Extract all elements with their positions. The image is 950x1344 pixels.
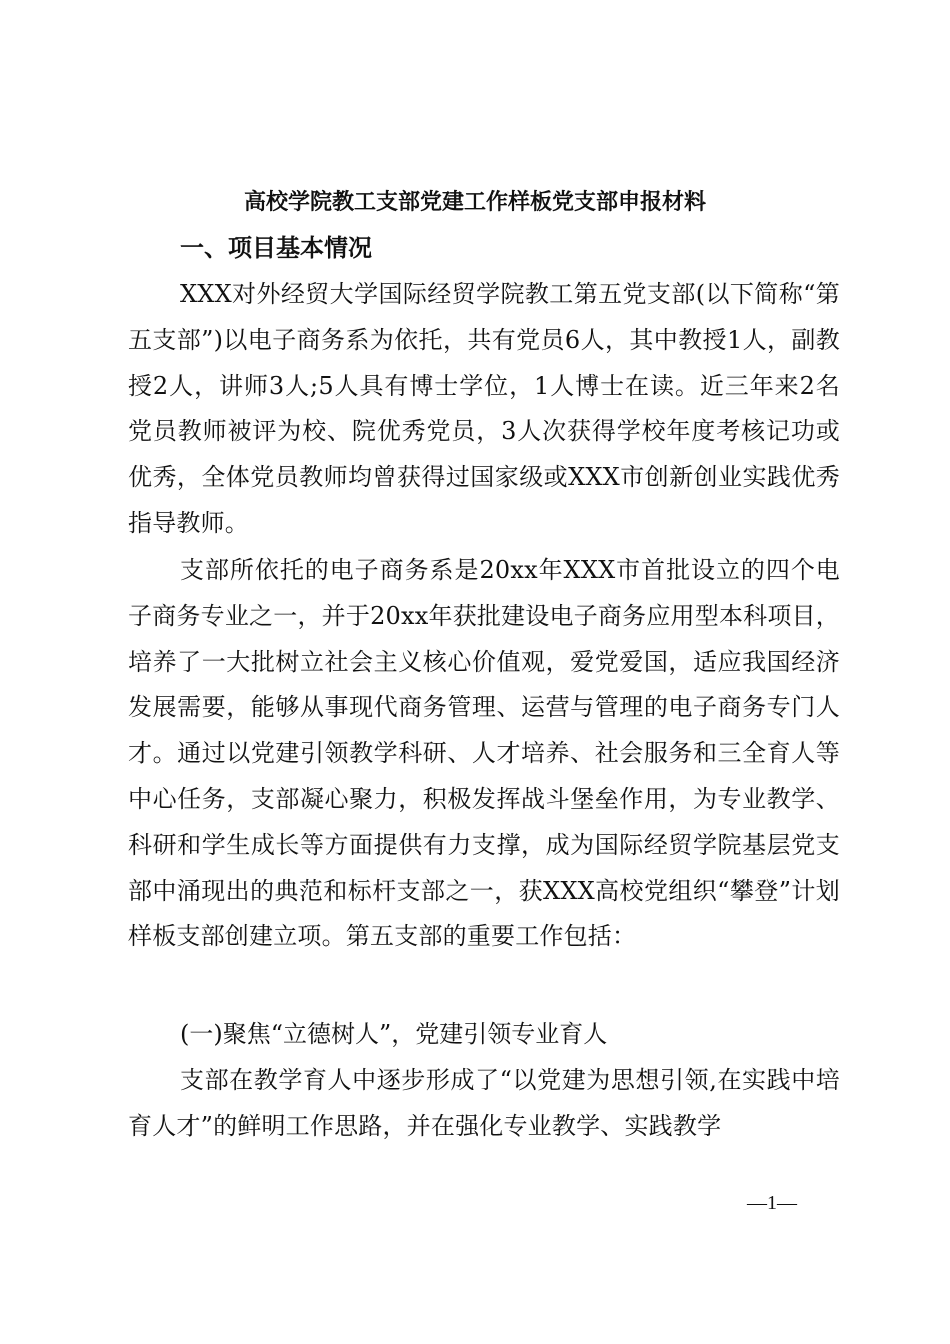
page-number: —1— — [747, 1192, 797, 1214]
subheading-moral-education: (一)聚焦“立德树人”，党建引领专业育人 — [180, 1020, 608, 1048]
paragraph-basic-info: XXX对外经贸大学国际经贸学院教工第五党支部(以下简称“第五支部”)以电子商务系为依托，共有党员6人，其中教授1人，副教授2人，讲师3人;5人具有博士学位，1人博士在读。近三年来2名党员教师被评为校、院优秀党员，3人次获得学校年度考核记功或优秀，全体党员教师均曾获得过国家级或XXX市创新创业实践优秀指导教师。 — [128, 280, 840, 537]
section-heading: 一、项目基本情况 — [180, 234, 372, 262]
paragraph-department-overview: 支部所依托的电子商务系是20xx年XXX市首批设立的四个电子商务专业之一，并于20xx年获批建设电子商务应用型本科项目，培养了一大批树立社会主义核心价值观，爱党爱国，适应我国经济发展需要，能够从事现代商务管理、运营与管理的电子商务专门人才。通过以党建引领教学科研、人才培养、社会服务和三全育人等中心任务，支部凝心聚力，积极发挥战斗堡垒作用，为专业教学、科研和学生成长等方面提供有力支撑，成为国际经贸学院基层党支部中涌现出的典范和标杆支部之一，获XXX高校党组织“攀登”计划样板支部创建立项。第五支部的重要工作包括： — [128, 556, 840, 951]
paragraph-teaching-approach: 支部在教学育人中逐步形成了“以党建为思想引领,在实践中培育人才”的鲜明工作思路，并在强化专业教学、实践教学 — [128, 1066, 840, 1140]
document-title: 高校学院教工支部党建工作样板党支部申报材料 — [243, 189, 706, 215]
